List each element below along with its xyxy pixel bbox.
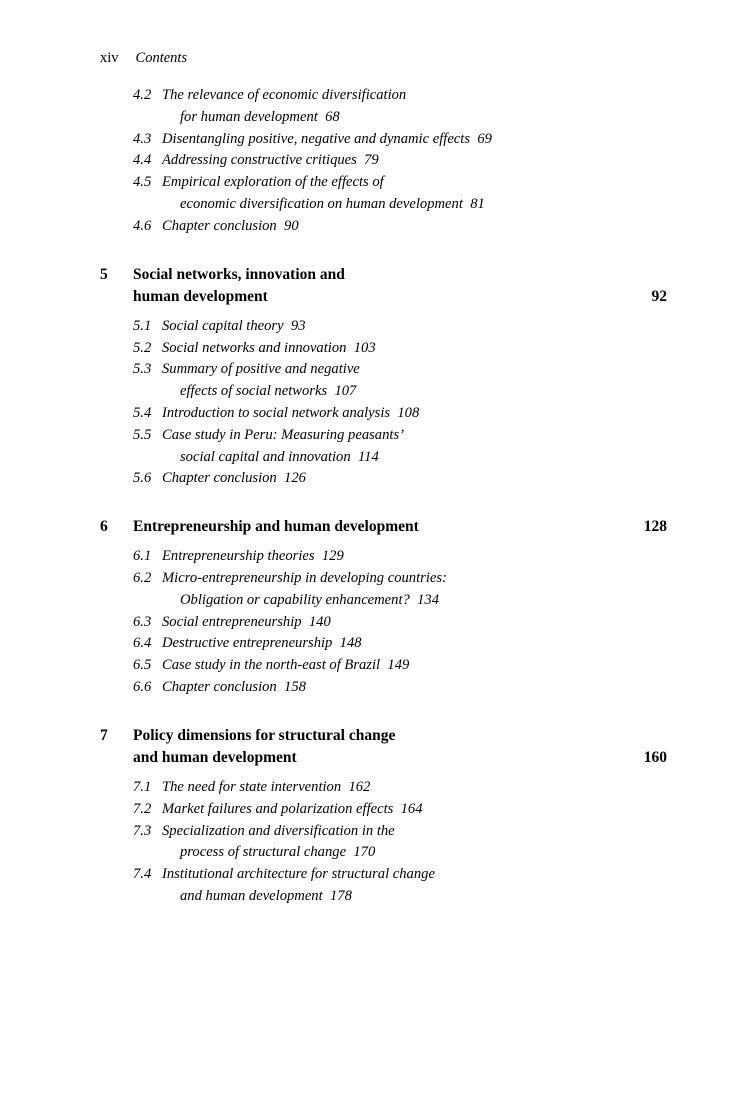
toc-chapter-title <box>133 516 637 538</box>
toc-section-title-line1: Entrepreneurship theories <box>162 548 315 565</box>
toc-section-number: 4.4 <box>133 152 152 169</box>
toc-chapter <box>100 516 667 699</box>
toc-section-entry[interactable] <box>133 633 667 655</box>
toc-section-title <box>162 403 667 425</box>
toc-section-title-line1: Chapter conclusion <box>162 470 277 487</box>
toc-section-page-number: 69 <box>477 130 492 147</box>
toc-section-page-number: 79 <box>364 152 379 169</box>
toc-section-page-number: 114 <box>357 448 379 465</box>
toc-section-number: 7.2 <box>133 800 152 817</box>
toc-section-number: 6.2 <box>133 570 152 586</box>
toc-section-entry[interactable] <box>133 677 667 699</box>
toc-section-title <box>162 821 667 865</box>
toc-section-title <box>162 172 667 216</box>
toc-section-title <box>162 655 667 677</box>
toc-chapter-page-number: 160 <box>643 748 667 766</box>
toc-section-title-line1: Introduction to social network analysis <box>162 404 391 421</box>
toc-section-title-line2-text: social capital and innovation <box>180 448 351 465</box>
toc-section-entry[interactable] <box>133 338 667 360</box>
toc-section-title-line2 <box>162 842 667 864</box>
toc-section-entry[interactable] <box>133 425 667 469</box>
toc-section-title <box>162 359 667 403</box>
toc-section-title-line1: Micro-entrepreneurship in developing countries: <box>162 570 447 586</box>
toc-section-title <box>162 85 667 129</box>
toc-chapter-title <box>133 725 637 769</box>
toc-section-page-number: 148 <box>339 635 362 652</box>
toc-section-entry[interactable] <box>133 568 667 612</box>
toc-section-number: 5.1 <box>133 317 152 334</box>
running-head-title: Contents <box>135 50 188 66</box>
toc-section-entry[interactable] <box>133 655 667 677</box>
toc-section-number: 7.1 <box>133 778 152 795</box>
toc-section-title <box>162 425 667 469</box>
toc-section-number: 5.2 <box>133 339 152 356</box>
toc-section-page-number: 170 <box>353 844 376 861</box>
toc-section-number: 5.4 <box>133 404 152 421</box>
toc-section-page-number: 129 <box>321 548 344 565</box>
toc-section-title <box>162 864 667 908</box>
toc-section-title <box>162 468 667 490</box>
toc-section-title-line1: Institutional architecture for structural change <box>162 866 435 883</box>
toc-section-title <box>162 612 667 634</box>
toc-section-page-number: 81 <box>470 196 485 213</box>
toc-section-page-number: 164 <box>400 800 423 817</box>
toc-section-list <box>133 546 667 699</box>
toc-section-number: 7.3 <box>133 822 152 839</box>
toc-chapter-number: 7 <box>100 726 108 744</box>
toc-section-page-number: 134 <box>417 591 439 608</box>
toc-section-title <box>162 633 667 655</box>
toc-section-title-line1: Specialization and diversification in the <box>162 822 395 839</box>
toc-section-list <box>133 85 667 238</box>
toc-section-title-line1: Empirical exploration of the effects of <box>162 174 384 191</box>
toc-section-title-line2-text: economic diversification on human development <box>180 196 463 213</box>
toc-section-title-line2-text: for human development <box>180 108 318 125</box>
toc-section-number: 4.2 <box>133 87 152 103</box>
toc-chapter-heading[interactable] <box>100 725 667 769</box>
toc-section-title <box>162 338 667 360</box>
toc-section-title-line1: Market failures and polarization effects <box>162 800 394 817</box>
toc-section-title <box>162 777 667 799</box>
page-folio: xiv <box>100 50 119 66</box>
toc-chapter-title-line1: Policy dimensions for structural change <box>133 726 396 744</box>
toc-section-number: 4.5 <box>133 174 152 191</box>
toc-section-title <box>162 799 667 821</box>
toc-section-title-line1: Social networks and innovation <box>162 339 347 356</box>
toc-section-title-line2 <box>162 590 667 612</box>
toc-section-page-number: 68 <box>325 108 340 125</box>
toc-section-title-line2 <box>162 381 667 403</box>
toc-chapter-title <box>133 264 637 308</box>
toc-section-page-number: 162 <box>348 778 371 795</box>
toc-chapter-heading[interactable] <box>100 516 667 538</box>
toc-section-page-number: 158 <box>284 679 306 696</box>
toc-section-title-line2 <box>162 447 667 469</box>
toc-section-page-number: 107 <box>334 383 357 400</box>
toc-section-title-line2-text: and human development <box>180 887 323 904</box>
toc-section-page-number: 90 <box>284 217 299 234</box>
toc-section-entry[interactable] <box>133 864 667 908</box>
toc-section-entry[interactable] <box>133 216 667 238</box>
toc-chapter-page-number: 92 <box>651 287 667 305</box>
toc-section-number: 5.6 <box>133 470 152 487</box>
toc-section-entry[interactable] <box>133 172 667 216</box>
toc-section-title-line1: Destructive entrepreneurship <box>162 635 333 652</box>
toc-section-title-line2-text: effects of social networks <box>180 383 328 400</box>
toc-section-page-number: 178 <box>329 887 352 904</box>
toc-section-entry[interactable] <box>133 777 667 799</box>
toc-section-number: 4.3 <box>133 130 152 147</box>
toc-section-list <box>133 316 667 491</box>
toc-section-number: 6.5 <box>133 657 152 674</box>
toc-section-title-line2 <box>162 886 667 908</box>
toc-section-list <box>133 777 667 908</box>
toc-section-number: 6.6 <box>133 679 152 696</box>
toc-section-entry[interactable] <box>133 359 667 403</box>
toc-chapter <box>100 85 667 238</box>
toc-section-title-line1: Chapter conclusion <box>162 679 277 696</box>
toc-chapter <box>100 725 667 908</box>
toc-section-title <box>162 216 667 238</box>
toc-section-title-line2 <box>162 194 667 216</box>
toc-section-entry[interactable] <box>133 316 667 338</box>
toc-chapter-title-line1: Social networks, innovation and <box>133 265 345 283</box>
toc-section-title <box>162 677 667 699</box>
toc-section-entry[interactable] <box>133 403 667 425</box>
toc-section-title-line1: Disentangling positive, negative and dynamic effects <box>162 130 471 147</box>
toc-section-title-line1: Summary of positive and negative <box>162 361 360 378</box>
toc-section-entry[interactable] <box>133 799 667 821</box>
toc-section-number: 6.1 <box>133 548 152 565</box>
toc-section-title-line1: Social entrepreneurship <box>162 613 302 630</box>
toc-section-page-number: 93 <box>290 317 306 334</box>
toc-chapter <box>100 264 667 491</box>
toc-section-title-line1: Addressing constructive critiques <box>162 152 357 169</box>
toc-section-entry[interactable] <box>133 85 667 129</box>
toc-chapter-number: 6 <box>100 518 108 536</box>
toc-section-title <box>162 150 667 172</box>
toc-section-entry[interactable] <box>133 150 667 172</box>
toc-chapter-title-line2: and human development <box>133 748 297 766</box>
toc-section-title-line2-text: process of structural change <box>180 844 347 861</box>
toc-section-title-line1: The need for state intervention <box>162 778 342 795</box>
toc-chapter-heading[interactable] <box>100 264 667 308</box>
toc-chapter-number: 5 <box>100 265 108 283</box>
toc-section-title-line1: Case study in Peru: Measuring peasants’ <box>162 426 404 443</box>
toc-section-entry[interactable] <box>133 129 667 151</box>
running-head <box>100 50 667 67</box>
toc-section-page-number: 108 <box>397 404 420 421</box>
toc-section-number: 4.6 <box>133 217 152 234</box>
toc-section-number: 5.5 <box>133 426 152 443</box>
toc-section-page-number: 149 <box>387 657 410 674</box>
toc-section-page-number: 126 <box>284 470 306 487</box>
toc-section-title-line1: Social capital theory <box>162 317 284 334</box>
toc-section-title <box>162 546 667 568</box>
toc-chapter-title-line2: human development <box>133 287 268 305</box>
toc-section-entry[interactable] <box>133 546 667 568</box>
toc-chapter-title-line1: Entrepreneurship and human development <box>133 518 419 536</box>
toc-section-title <box>162 129 667 151</box>
toc-section-title <box>162 568 667 612</box>
table-of-contents <box>100 85 667 908</box>
toc-section-title-line2 <box>162 107 667 129</box>
toc-section-number: 6.4 <box>133 635 152 652</box>
toc-section-entry[interactable] <box>133 612 667 634</box>
toc-section-title-line2-text: Obligation or capability enhancement? <box>180 591 410 608</box>
toc-section-title-line1: Chapter conclusion <box>162 217 277 234</box>
toc-section-page-number: 103 <box>353 339 376 356</box>
toc-section-title <box>162 316 667 338</box>
toc-section-entry[interactable] <box>133 821 667 865</box>
toc-section-page-number: 140 <box>308 613 331 630</box>
toc-section-number: 6.3 <box>133 613 152 630</box>
toc-section-number: 7.4 <box>133 866 152 883</box>
toc-section-title-line1: Case study in the north-east of Brazil <box>162 657 381 674</box>
toc-chapter-page-number: 128 <box>643 518 667 536</box>
toc-section-number: 5.3 <box>133 361 152 378</box>
toc-section-title-line1: The relevance of economic diversification <box>162 87 407 103</box>
toc-section-entry[interactable] <box>133 468 667 490</box>
